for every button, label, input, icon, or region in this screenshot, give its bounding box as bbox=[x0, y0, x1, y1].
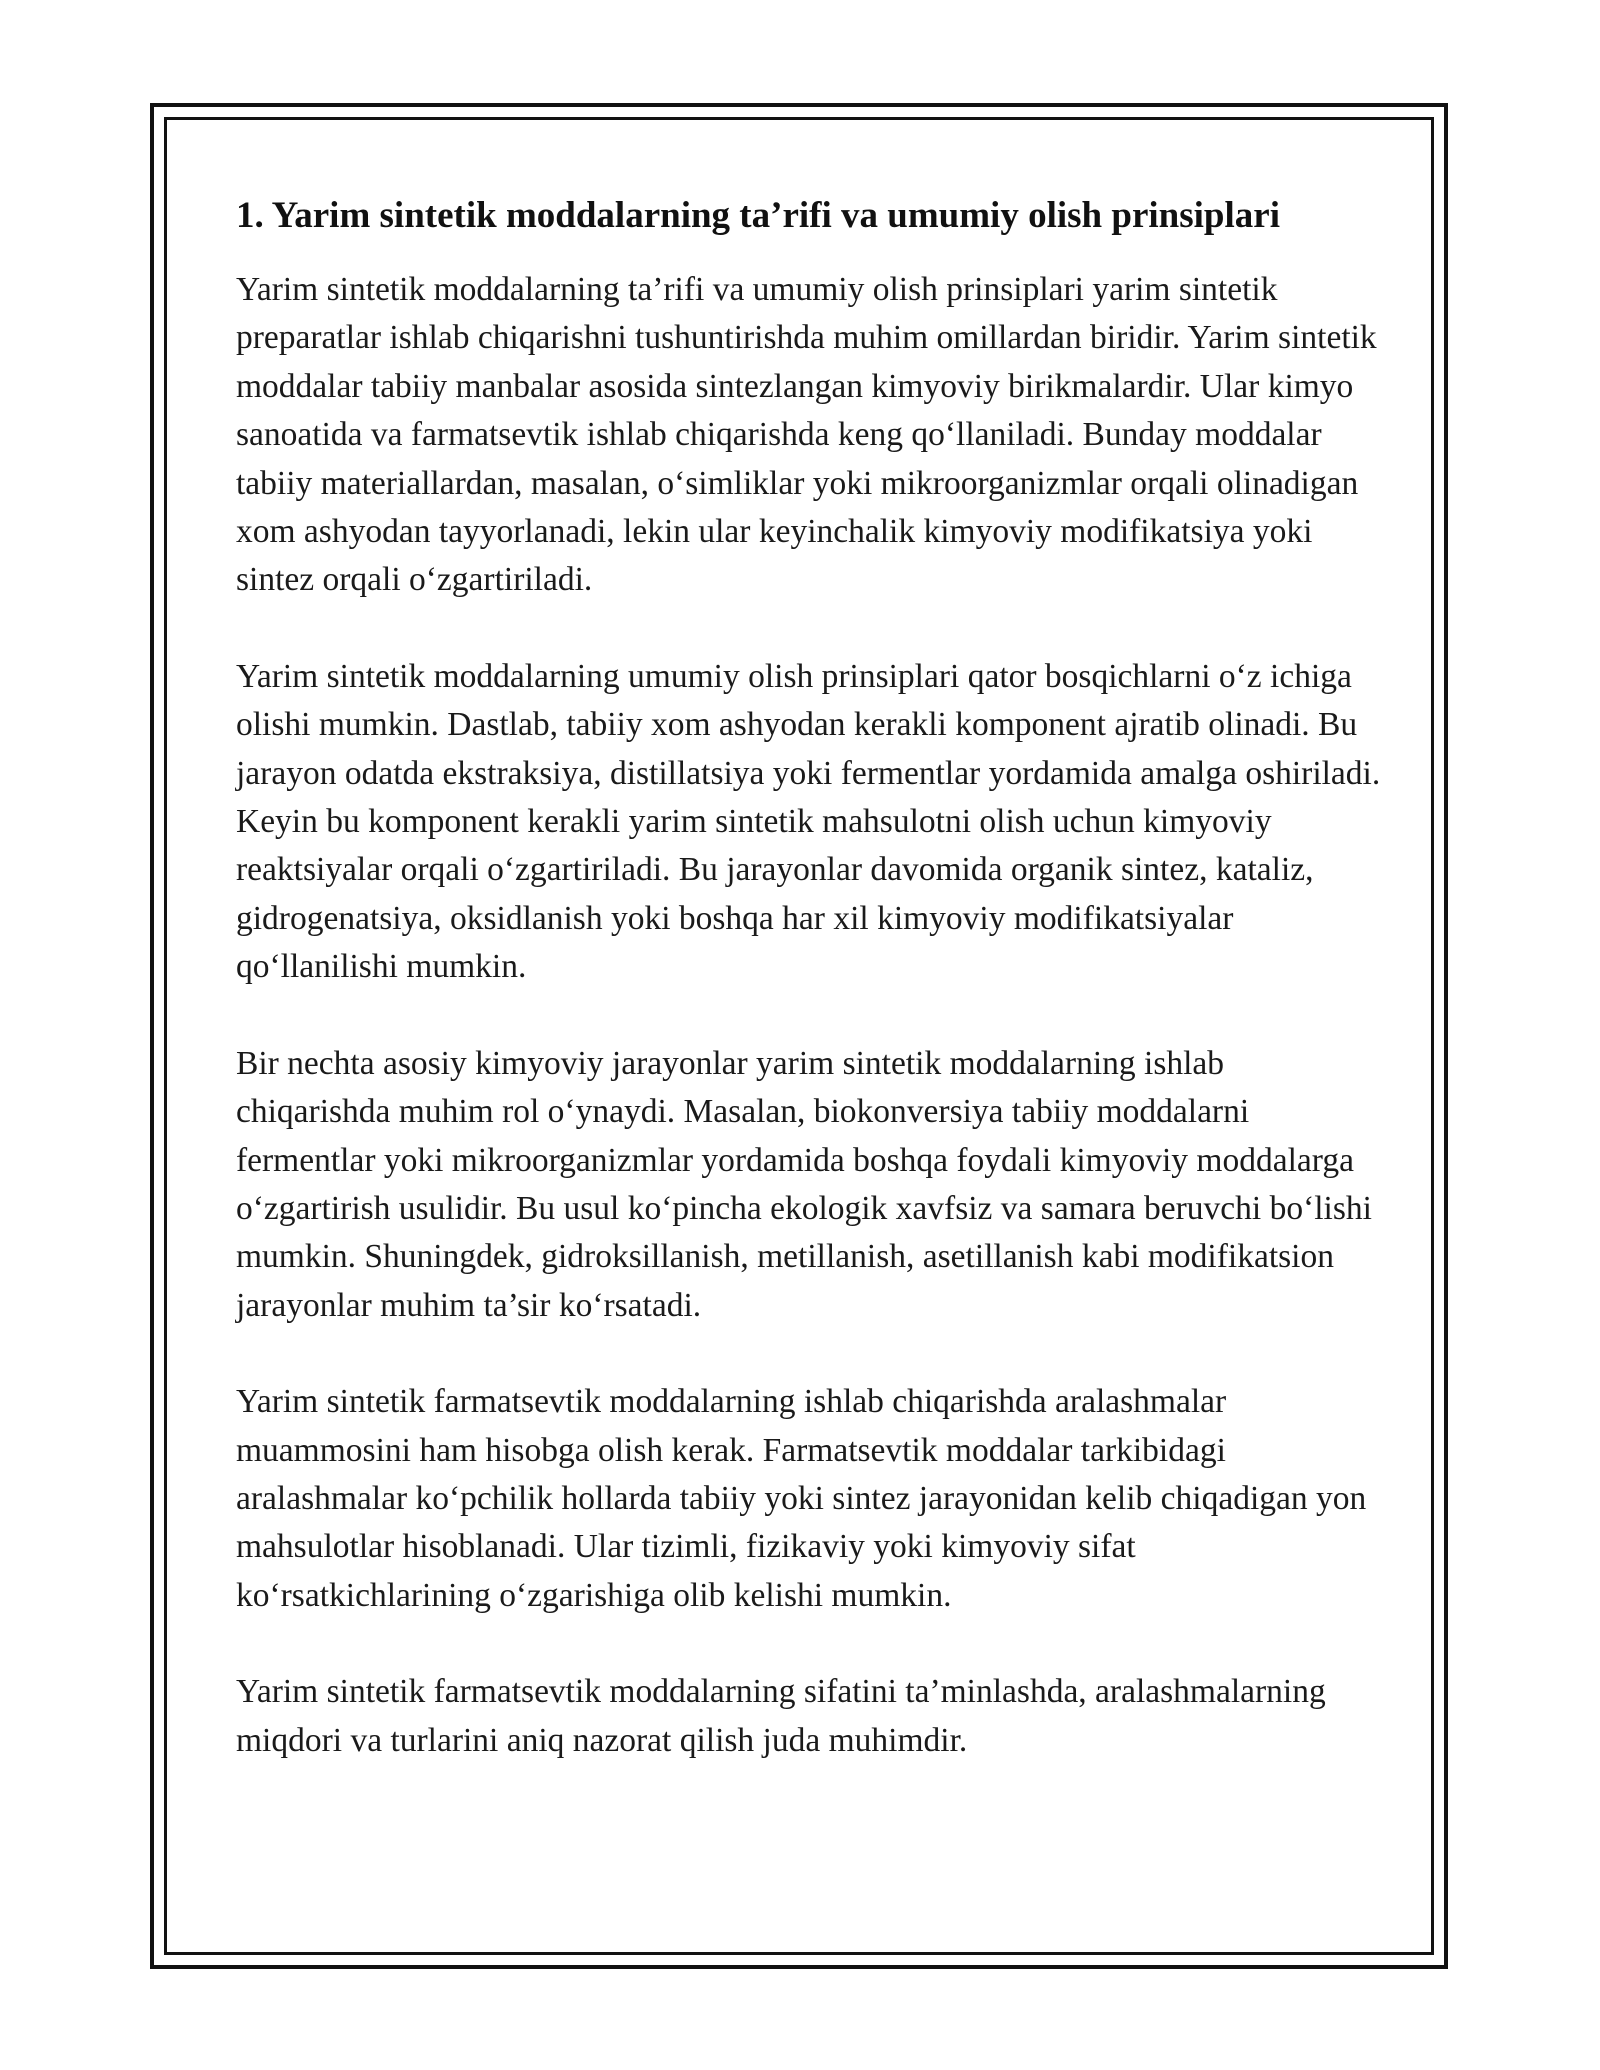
paragraph-impurities: Yarim sintetik farmatsevtik moddalarning ishlab chiqarishda aralashmalar muammosini ham hisobga olish kerak. Farmatsevtik moddalar tarkibidagi aralashmalar ko‘pchilik hollarda tabiiy yoki sintez jarayonidan kelib chiqadigan yon mahsulotlar hisoblanadi. Ular tizimli, fizikaviy yoki kimyoviy sifat ko‘rsatkichlarining o‘zgarishiga olib kelishi mumkin. bbox=[236, 1383, 1367, 1614]
document-body bbox=[236, 188, 1386, 1813]
paragraph-principles: Yarim sintetik moddalarning umumiy olish prinsiplari qator bosqichlarni o‘z ichiga olishi mumkin. Dastlab, tabiiy xom ashyodan kerakli komponent ajratib olinadi. Bu jarayon odatda ekstraksiya, distillatsiya yoki fermentlar yordamida amalga oshiriladi. Keyin bu komponent kerakli yarim sintetik mahsulotni olish uchun kimyoviy reaktsiyalar orqali o‘zgartiriladi. Bu jarayonlar davomida organik sintez, kataliz, gidrogenatsiya, oksidlanish yoki boshqa har xil kimyoviy modifikatsiyalar qo‘llanilishi mumkin. bbox=[236, 657, 1381, 986]
paragraph-definition: Yarim sintetik moddalarning ta’rifi va umumiy olish prinsiplari yarim sintetik preparatlar ishlab chiqarishni tushuntirishda muhim omillardan biridir. Yarim sintetik moddalar tabiiy manbalar asosida sintezlangan kimyoviy birikmalardir. Ular kimyo sanoatida va farmatsevtik ishlab chiqarishda keng qo‘llaniladi. Bunday moddalar tabiiy materiallardan, masalan, o‘simliklar yoki mikroorganizmlar orqali olinadigan xom ashyodan tayyorlanadi, lekin ular keyinchalik kimyoviy modifikatsiya yoki sintez orqali o‘zgartiriladi. bbox=[236, 271, 1377, 599]
section-heading: 1. Yarim sintetik moddalarning ta’rifi va umumiy olish prinsiplari bbox=[236, 195, 1280, 236]
paragraph-quality: Yarim sintetik farmatsevtik moddalarning sifatini ta’minlashda, aralashmalarning miqdori va turlarini aniq nazorat qilish juda muhimdir. bbox=[236, 1673, 1326, 1759]
paragraph-processes: Bir nechta asosiy kimyoviy jarayonlar yarim sintetik moddalarning ishlab chiqarishda muhim rol o‘ynaydi. Masalan, biokonversiya tabiiy moddalarni fermentlar yoki mikroorganizmlar yordamida boshqa foydali kimyoviy moddalarga o‘zgartirish usulidir. Bu usul ko‘pincha ekologik xavfsiz va samara beruvchi bo‘lishi mumkin. Shuningdek, gidroksillanish, metillanish, asetillanish kabi modifikatsion jarayonlar muhim ta’sir ko‘rsatadi. bbox=[236, 1044, 1372, 1324]
